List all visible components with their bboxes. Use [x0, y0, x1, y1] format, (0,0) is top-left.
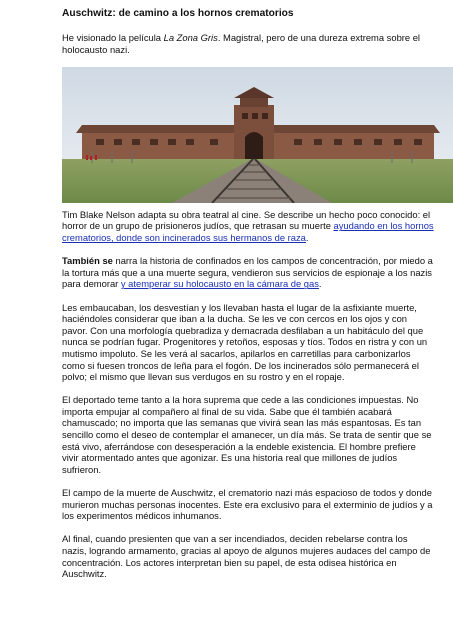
rebellion-paragraph: Al final, cuando presienten que van a ser incendiados, deciden rebelarse contra los nazis, logrando armamento, gracias al apoyo de algunos mujeres audaces del campo de concentración. Los actores interpretan bien su papel, de esta odisea histórica en Auschwitz.: [62, 533, 431, 580]
confined-paragraph: [62, 255, 434, 290]
crematorium-link[interactable]: ayudando en los hornos crematorios, donde son incinerados sus hermanos de raza: [62, 220, 434, 243]
auschwitz-photo: [62, 67, 453, 203]
shower-paragraph: Les embaucaban, los desvestían y los llevaban hasta el lugar de la asfixiante muerte, haciéndoles considerar que iban a la ducha. Se les ve con cercos en los ojos y con pavor. Con una morfología quebradiza y demacrada desfilaban a un habitáculo del que nunca se podrían fugar. Progenitores y retoños, esposas y tíos. Todos en ristra y con un mutismo impoluto. Se les verá al sacarlos, apilarlos en carretillas para carbonizarlos como si fuesen troncos de leña para el fogón. De los incinerados sólo permanecerá el polvo; el mismo que llevan sus verdugos en su rostro y en el ropaje.: [62, 301, 428, 383]
article: [62, 8, 434, 591]
nelson-post: .: [305, 231, 309, 243]
nelson-paragraph: [62, 209, 434, 244]
intro-post: . Magistral, pero de una dureza extrema sobre el holocausto nazi.: [62, 32, 421, 55]
film-title: La Zona Gris: [163, 32, 218, 43]
nelson-pre: Tim Blake Nelson adapta su obra teatral al cine. Se describe un hecho poco conocido: el horror de un grupo de prisioneros judíos, que retrasan su muerte: [62, 208, 431, 232]
intro-paragraph: [62, 32, 434, 55]
confined-pre: narra la historia de confinados en los campos de concentración, por miedo a la tortura más que a una muerte segura, vendieron sus servicios de espionaje a los nazis para demorar: [62, 255, 433, 290]
intro-pre: He visionado la película: [62, 32, 164, 43]
camp-paragraph: El campo de la muerte de Auschwitz, el crematorio nazi más espacioso de todos y donde murieron muchas personas inocentes. Este era exclusivo para el exterminio de judíos y a los experimentos médicos inhumanos.: [62, 487, 433, 522]
article-title: Auschwitz: de camino a los hornos crematorios: [62, 8, 294, 19]
confined-lead: También se: [62, 255, 113, 267]
gas-chamber-link[interactable]: y atemperar su holocausto en la cámara de gas: [120, 278, 319, 290]
deportee-paragraph: El deportado teme tanto a la hora suprema que cede a las condiciones impuestas. No importa empujar al compañero al final de su vida. Sabe que él también acabará chamuscado; no importa que las semanas que vivirá sean las más espantosas. Es tan sencillo como el deseo de contemplar el amanecer, un día más. Se trata de sentir que se está vivo, aferrándose con desesperación a la endeble existencia. El hombre prefiere vivir atormentado antes que agonizar. Es una historia real que millones de judíos sufrieron.: [62, 394, 432, 475]
confined-post: .: [318, 278, 322, 290]
